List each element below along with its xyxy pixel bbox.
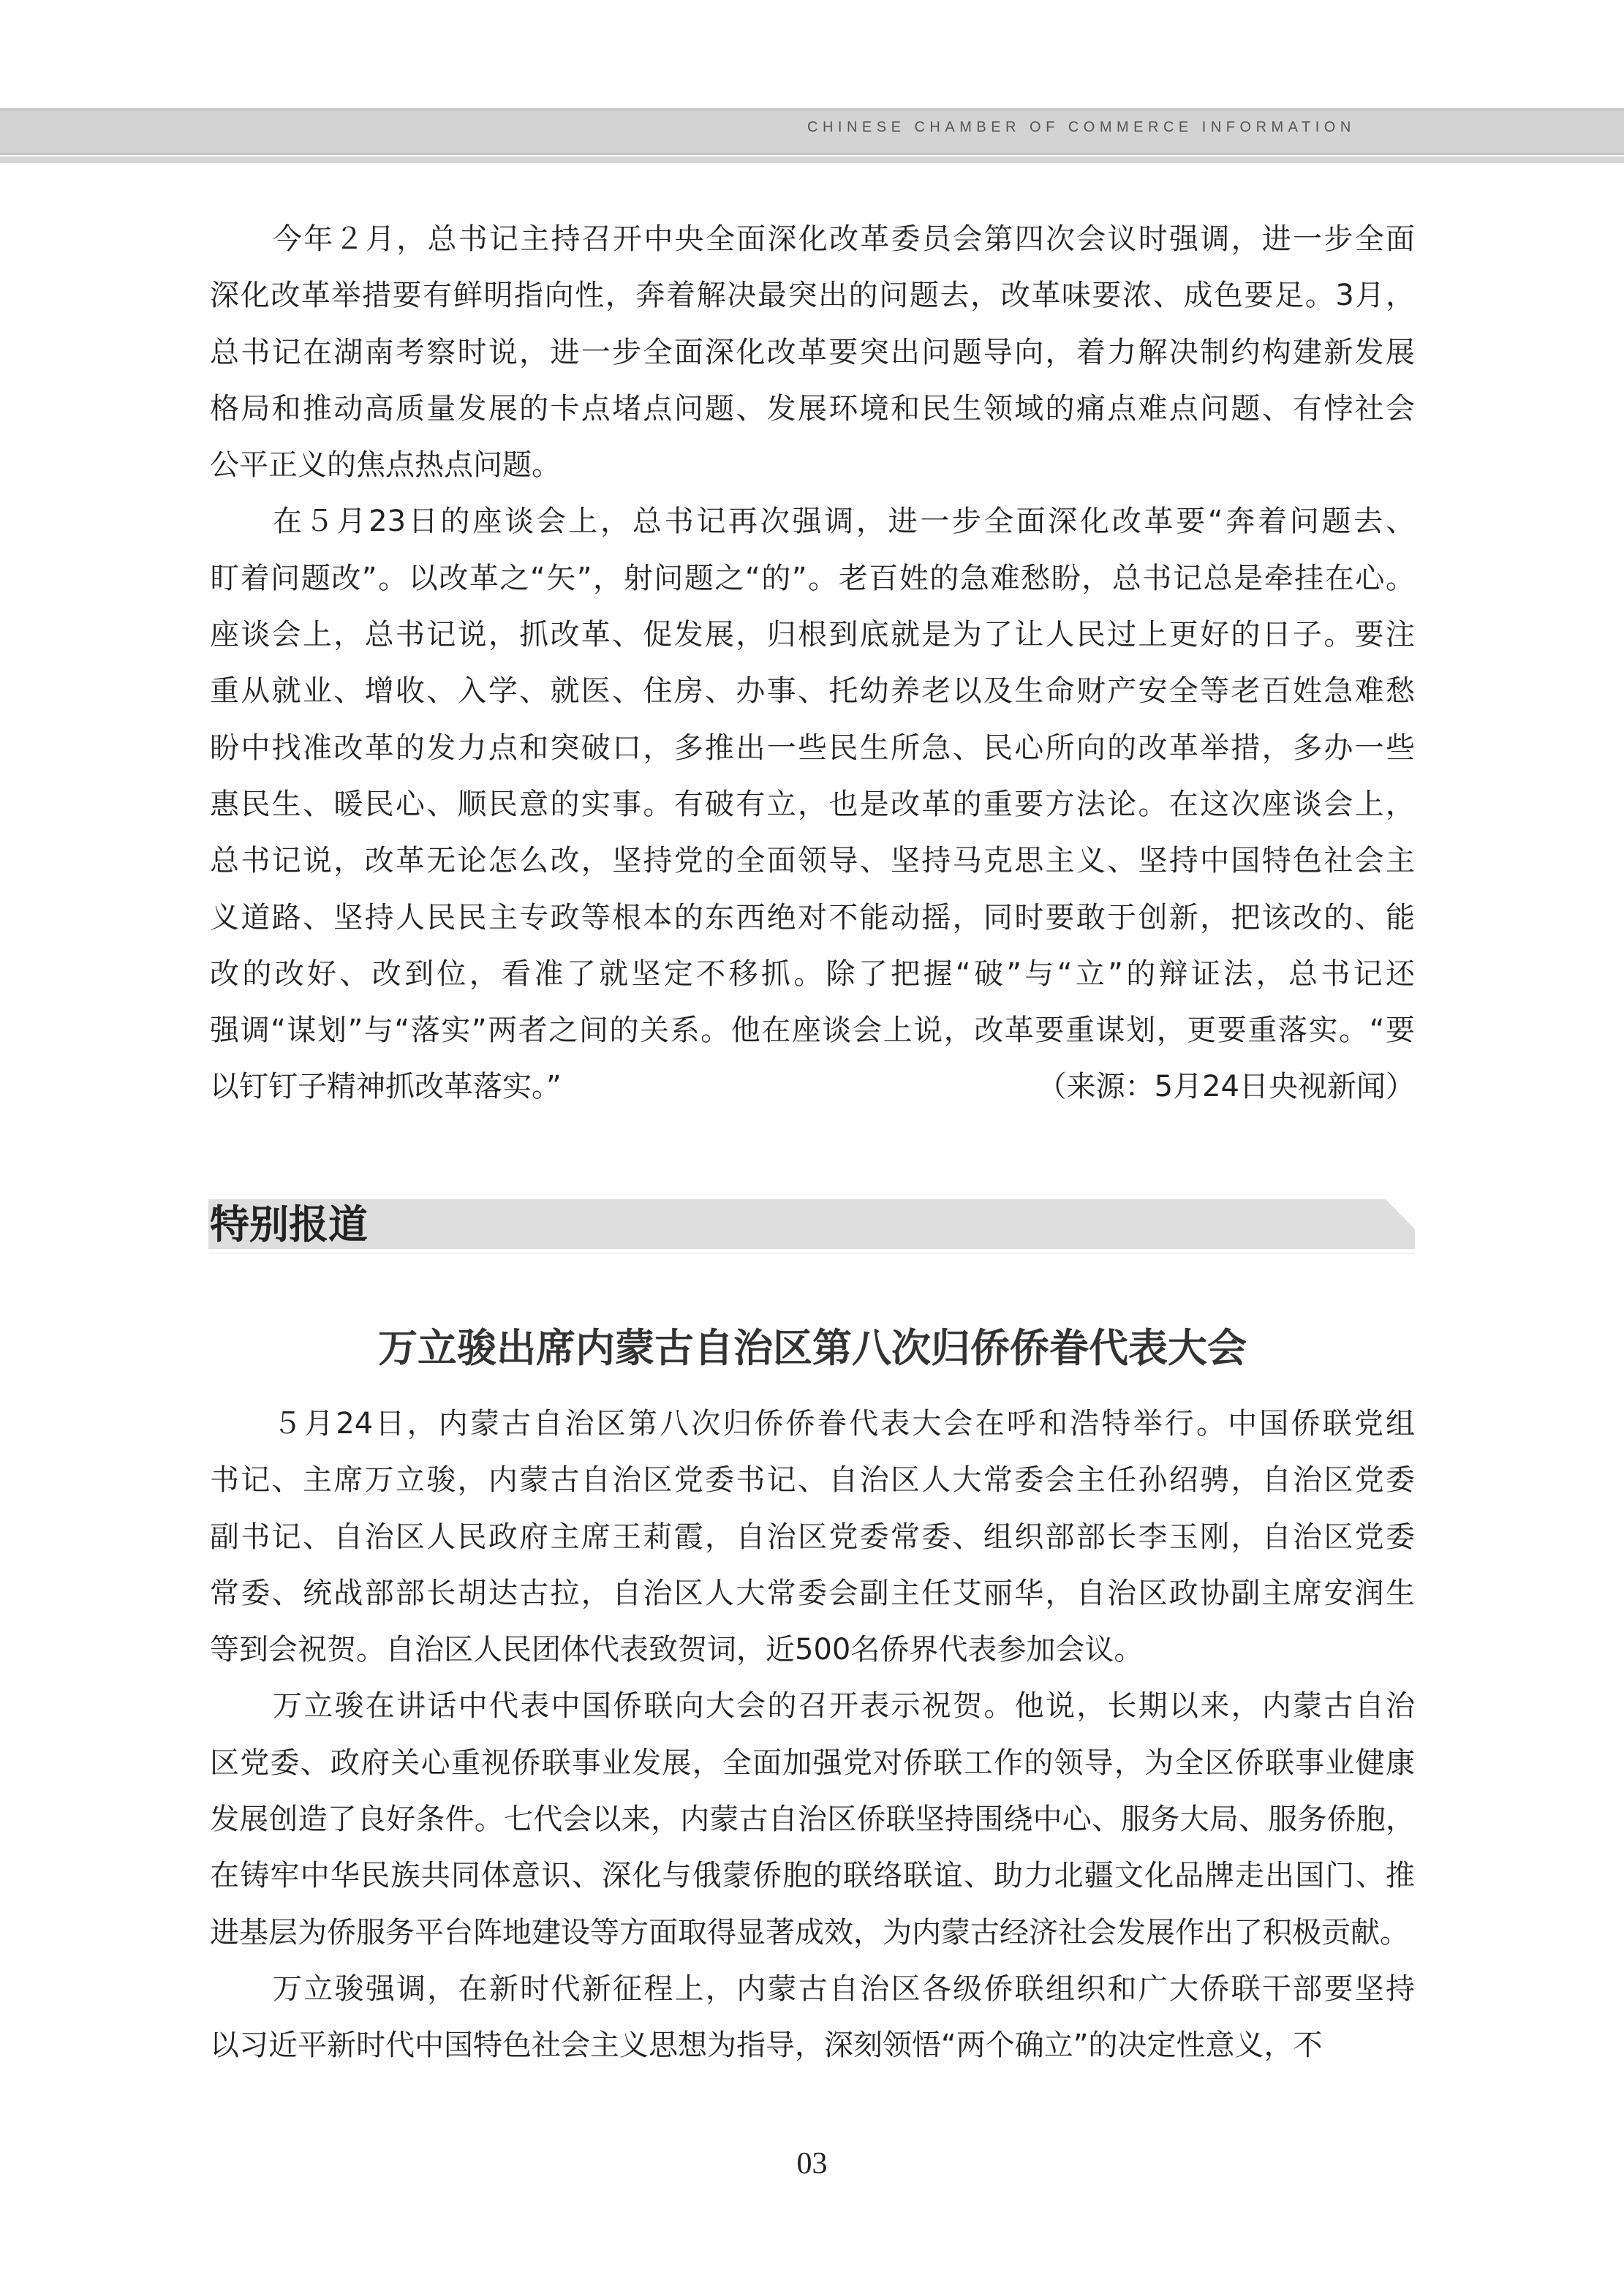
paragraph-line: 副书记、自治区人民政府主席王莉霞，自治区党委常委、组织部部长李玉刚，自治区党委 — [210, 1520, 1415, 1554]
paragraph-line: 等到会祝贺。自治区人民团体代表致贺词，近500名侨界代表参加会议。 — [210, 1633, 1144, 1667]
paragraph-line: 重从就业、增收、入学、就医、住房、办事、托幼养老以及生命财产安全等老百姓急难愁 — [210, 674, 1415, 709]
paragraph-line: 区党委、政府关心重视侨联事业发展，全面加强党对侨联工作的领导，为全区侨联事业健康 — [210, 1745, 1415, 1780]
paragraph-line: 改的改好、改到位，看准了就坚定不移抓。除了把握“破”与“立”的辩证法，总书记还 — [210, 956, 1415, 991]
source-citation: （来源：5月24日央视新闻） — [1037, 1070, 1415, 1104]
paragraph-line: 惠民生、暖民心、顺民意的实事。有破有立，也是改革的重要方法论。在这次座谈会上， — [210, 787, 1415, 821]
paragraph-line: 总书记说，改革无论怎么改，坚持党的全面领导、坚持马克思主义、坚持中国特色社会主 — [210, 844, 1415, 878]
paragraph-line: 在５月23日的座谈会上，总书记再次强调，进一步全面深化改革要“奔着问题去、 — [273, 505, 1415, 539]
paragraph-line: 强调“谋划”与“落实”两者之间的关系。他在座谈会上说，改革要重谋划，更要重落实。“要 — [210, 1014, 1415, 1048]
paragraph-line: 万立骏在讲话中代表中国侨联向大会的召开表示祝贺。他说，长期以来，内蒙古自治 — [273, 1689, 1415, 1724]
paragraph-line: 座谈会上，总书记说，抓改革、促发展，归根到底就是为了让人民过上更好的日子。要注 — [210, 618, 1415, 652]
paragraph-line: 总书记在湖南考察时说，进一步全面深化改革要突出问题导向，着力解决制约构建新发展 — [210, 335, 1415, 369]
paragraph-line: 格局和推动高质量发展的卡点堵点问题、发展环境和民生领域的痛点难点问题、有悖社会 — [210, 391, 1415, 426]
running-header-rule — [0, 156, 1624, 163]
section-title: 特别报道 — [210, 1201, 368, 1248]
paragraph-line: 盼中找准改革的发力点和突破口，多推出一些民生所急、民心所向的改革举措，多办一些 — [210, 731, 1415, 765]
paragraph-line — [210, 1059, 1415, 1115]
paragraph-line: 以习近平新时代中国特色社会主义思想为指导，深刻领悟“两个确立”的决定性意义，不 — [210, 2028, 1323, 2063]
paragraph-line: 书记、主席万立骏，内蒙古自治区党委书记、自治区人大常委会主任孙绍骋，自治区党委 — [210, 1463, 1415, 1498]
running-header-text: CHINESE CHAMBER OF COMMERCE INFORMATION — [807, 119, 1356, 135]
paragraph-line: 进基层为侨服务平台阵地建设等方面取得显著成效，为内蒙古经济社会发展作出了积极贡献。 — [210, 1915, 1409, 1950]
article-1-body — [210, 211, 1415, 1116]
paragraph-line: 在铸牢中华民族共同体意识、深化与俄蒙侨胞的联络联谊、助力北疆文化品牌走出国门、推 — [210, 1859, 1415, 1893]
paragraph-line: 深化改革举措要有鲜明指向性，奔着解决最突出的问题去，改革味要浓、成色要足。3月， — [210, 279, 1415, 313]
paragraph-line: 义道路、坚持人民民主专政等根本的东西绝对不能动摇，同时要敢于创新，把该改的、能 — [210, 900, 1415, 935]
paragraph-line: 盯着问题改”。以改革之“矢”，射问题之“的”。老百姓的急难愁盼，总书记总是牵挂在心。 — [210, 561, 1415, 595]
paragraph-line: 万立骏强调，在新时代新征程上，内蒙古自治区各级侨联组织和广大侨联干部要坚持 — [273, 1971, 1415, 2006]
section-header-rule — [208, 1253, 1415, 1254]
paragraph-line: 发展创造了良好条件。七代会以来，内蒙古自治区侨联坚持围绕中心、服务大局、服务侨胞， — [210, 1803, 1415, 1837]
paragraph-line: ５月24日，内蒙古自治区第八次归侨侨眷代表大会在呼和浩特举行。中国侨联党组 — [273, 1407, 1415, 1441]
page-number: 03 — [796, 2147, 828, 2181]
line-text: 以钉钉子精神抓改革落实。” — [210, 1070, 562, 1104]
article-2-body — [210, 1396, 1415, 2075]
article-2-title: 万立骏出席内蒙古自治区第八次归侨侨眷代表大会 — [378, 1325, 1247, 1371]
paragraph-line: 常委、统战部部长胡达古拉，自治区人大常委会副主任艾丽华，自治区政协副主席安润生 — [210, 1576, 1415, 1610]
paragraph-line: 今年２月，总书记主持召开中央全面深化改革委员会第四次会议时强调，进一步全面 — [273, 222, 1415, 256]
section-header-bar — [208, 1199, 1415, 1249]
paragraph-line: 公平正义的焦点热点问题。 — [210, 448, 561, 483]
